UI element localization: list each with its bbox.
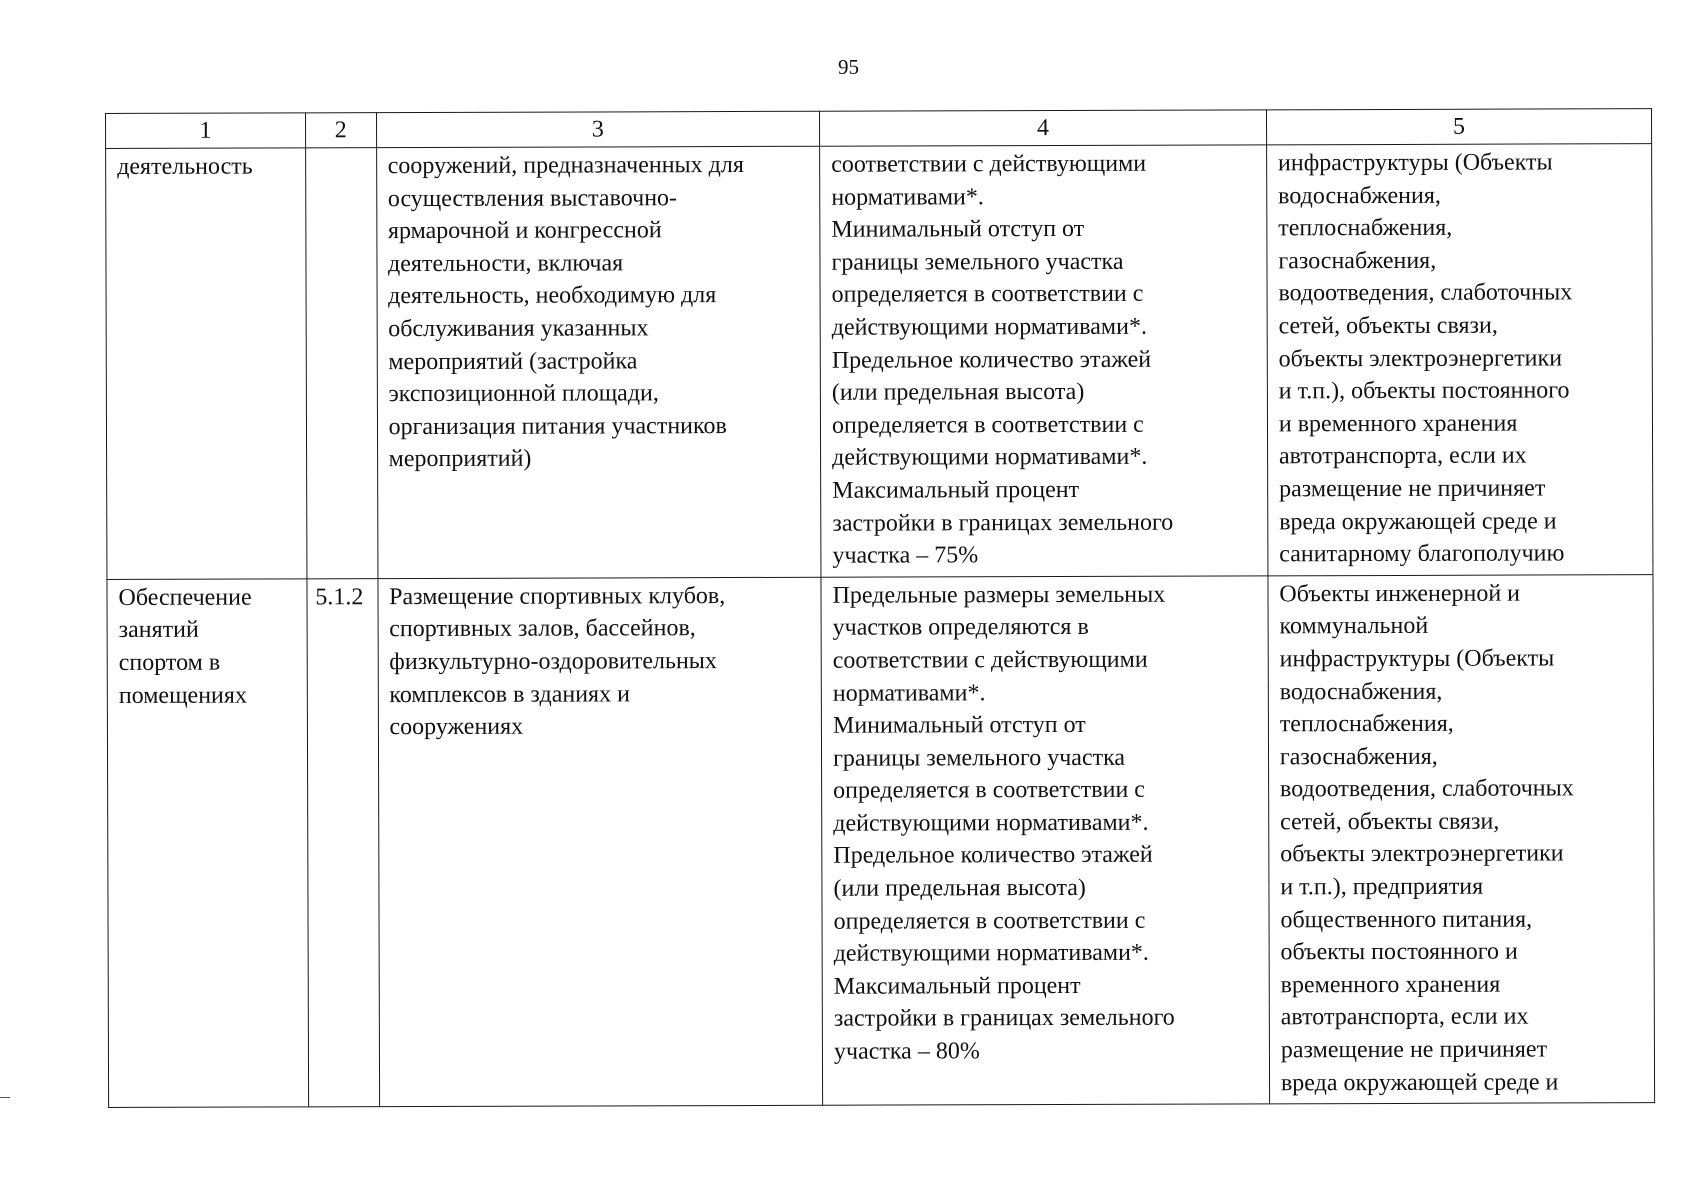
use-code-text: 5.1.2 — [315, 583, 364, 611]
parameters-cell — [821, 576, 1270, 1106]
column-header-2: 2 — [305, 113, 376, 148]
column-header-5: 5 — [1266, 109, 1651, 145]
parameters-text: Предельные размеры земельных участков определяются в соответствии с действующими нормативами*. Минимальный отступ от границы земельного участка определяется в соответствии с действующими нормативами*. Предельное количество этажей (или предельная высота) определяется в соответствии с действующими нормативами*. Максимальный процент застройки в границах земельного участка – 80% — [832, 581, 1175, 1065]
use-name-text: Обеспечение занятий спортом в помещениях — [118, 584, 252, 709]
auxiliary-uses-text: инфраструктуры (Объекты водоснабжения, теплоснабжения, газоснабжения, водоотведения, слаботочных сетей, объекты связи, объекты электроэнергетики и т.п.), объекты постоянного и временного хранения автотранспорта, если их размещение не причиняет вреда окружающей среде и санитарному благополучию — [1277, 149, 1573, 568]
use-code-cell — [305, 148, 377, 579]
use-description-cell — [376, 146, 821, 578]
page-number: 95 — [838, 55, 859, 79]
auxiliary-uses-cell — [1268, 574, 1655, 1104]
table-header-row — [106, 109, 1652, 149]
use-name-cell — [107, 579, 309, 1108]
use-description-text: Размещение спортивных клубов, спортивных залов, бассейнов, физкультурно-оздоровительных комплексов в зданиях и сооружениях — [389, 582, 726, 741]
auxiliary-uses-text: Объекты инженерной и коммунальной инфраструктуры (Объекты водоснабжения, теплоснабжения, газоснабжения, водоотведения, слаботочных сетей, объекты связи, объекты электроэнергетики и т.п.), предприятия общественного питания, объекты постоянного и временного хранения автотранспорта, если их размещение не причиняет вреда окружающей среде и — [1279, 580, 1574, 1096]
use-name-text: деятельность — [117, 153, 253, 180]
table-row — [107, 574, 1655, 1107]
use-code-cell — [307, 578, 379, 1107]
table-row — [106, 144, 1653, 580]
column-header-4: 4 — [820, 110, 1267, 146]
column-header-1: 1 — [106, 113, 306, 149]
parameters-cell — [820, 145, 1268, 577]
column-header-3: 3 — [376, 111, 820, 147]
parameters-text: соответствии с действующими нормативами*. Минимальный отступ от границы земельного участка определяется в соответствии с действующими нормативами*. Предельное количество этажей (или предельная высота) определяется в соответствии с действующими нормативами*. Максимальный процент застройки в границах земельного участка – 75% — [831, 150, 1174, 569]
use-description-cell — [378, 577, 823, 1107]
use-description-text: сооружений, предназначенных для осуществления выставочно- ярмарочной и конгрессной деятельности, включая деятельность, необходимую для обслуживания указанных мероприятий (застройка экспозиционной площади, организация питания участников мероприятий) — [387, 151, 744, 473]
use-name-cell — [106, 148, 307, 579]
margin-mark — [0, 1097, 10, 1098]
land-use-table — [105, 108, 1655, 1108]
auxiliary-uses-cell — [1266, 144, 1652, 576]
